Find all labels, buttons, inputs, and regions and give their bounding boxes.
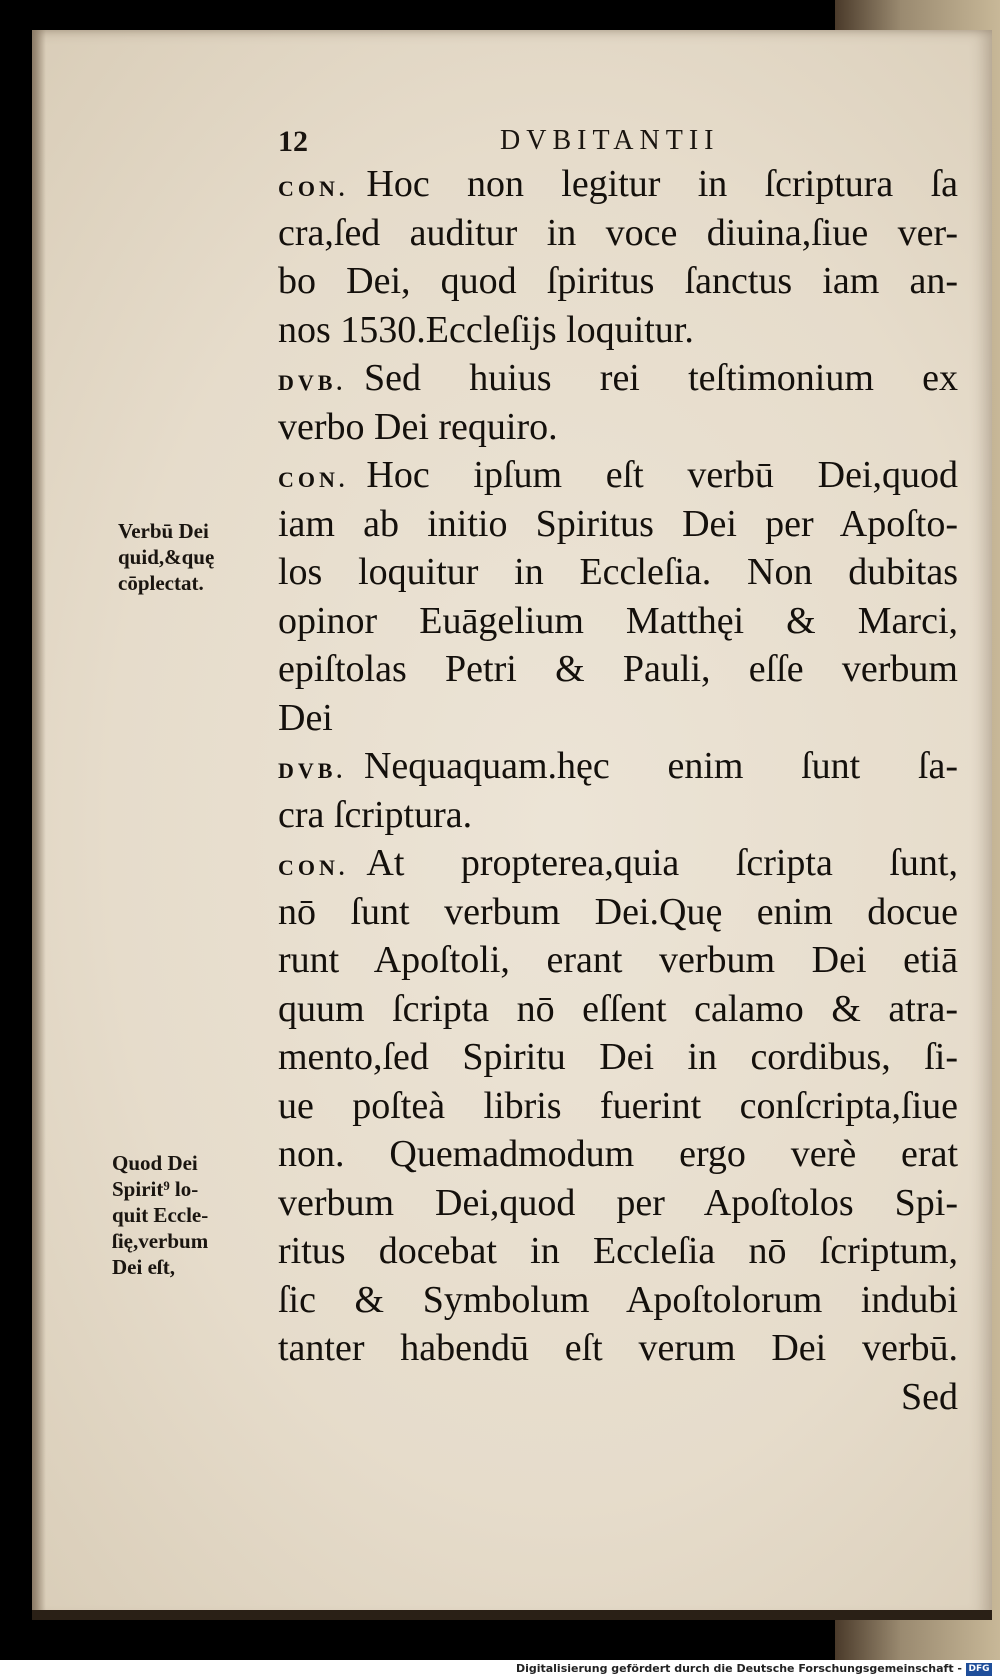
dfg-logo-icon: DFG	[966, 1663, 992, 1676]
text-line: CON. Hoc ipſum eſt verbū Dei,quod	[278, 454, 958, 496]
text-line: los loquitur in Eccleſia. Non dubitas	[278, 551, 958, 593]
margin-note-quod-dei	[112, 1150, 208, 1280]
text-line: DVB. Sed huius rei teſtimonium ex	[278, 357, 958, 399]
margin-note-line: Spirit⁹ lo-	[112, 1177, 199, 1201]
margin-note-line: quid,&quę	[118, 545, 215, 569]
margin-note-line: quit Eccle-	[112, 1203, 209, 1227]
margin-note-line: cōplectat.	[118, 571, 204, 595]
text-line: iam ab initio Spiritus Dei per Apoſto-	[278, 502, 958, 545]
running-head: DVBITANTII	[500, 125, 720, 156]
margin-note-verbum-dei	[118, 518, 214, 596]
margin-note-line: Dei eſt,	[112, 1255, 175, 1279]
text-line: non. Quemadmodum ergo verè erat	[278, 1133, 958, 1175]
text-line: ue poſteà libris fuerint conſcripta,ſiue	[278, 1084, 958, 1127]
margin-note-line: ſię,verbum	[112, 1229, 209, 1253]
text-line: Dei	[278, 696, 333, 739]
speaker-label: DVB.	[278, 758, 346, 783]
margin-note-line: Quod Dei	[112, 1151, 198, 1175]
page-number: 12	[278, 125, 308, 158]
digitization-footer	[0, 1660, 1000, 1680]
text-line: runt Apoſtoli, erant verbum Dei etiā	[278, 939, 958, 981]
funding-credit: Digitalisierung gefördert durch die Deutsche Forschungsgemeinschaft -	[515, 1662, 962, 1675]
text-line: quum ſcripta nō eſſent calamo & atra-	[278, 987, 958, 1030]
text-line: opinor Euāgelium Matthęi & Marci,	[278, 599, 958, 642]
text-line: verbum Dei,quod per Apoſtolos Spi-	[278, 1181, 958, 1224]
speaker-label: DVB.	[278, 370, 346, 395]
speaker-label: CON.	[278, 855, 349, 880]
text-line: ſic & Symbolum Apoſtolorum indubi	[278, 1278, 958, 1321]
text-line: CON. At propterea,quia ſcripta ſunt,	[278, 842, 958, 884]
text-line: CON. Hoc non legitur in ſcriptura ſa	[278, 163, 958, 205]
text-line: DVB. Nequaquam.hęc enim ſunt ſa-	[278, 745, 958, 787]
text-line: tanter habendū eſt verum Dei verbū.	[278, 1327, 958, 1369]
page-gutter-shadow	[32, 30, 46, 1620]
text-line: cra,ſed auditur in voce diuina,ſiue ver-	[278, 211, 958, 254]
page-bottom-edge	[32, 1610, 992, 1620]
text-line: ritus docebat in Eccleſia nō ſcriptum,	[278, 1230, 958, 1272]
margin-note-line: Verbū Dei	[118, 519, 209, 543]
text-line: nō ſunt verbum Dei.Quę enim docue	[278, 890, 958, 933]
text-line: bo Dei, quod ſpiritus ſanctus iam an-	[278, 260, 958, 302]
catchword: Sed	[901, 1375, 958, 1418]
text-line: cra ſcriptura.	[278, 793, 473, 836]
body-text	[278, 160, 958, 1421]
text-line: mento,ſed Spiritu Dei in cordibus, ſi-	[278, 1036, 958, 1078]
speaker-label: CON.	[278, 467, 349, 492]
speaker-label: CON.	[278, 176, 349, 201]
text-line: nos 1530.Eccleſijs loquitur.	[278, 308, 694, 351]
text-line: verbo Dei requiro.	[278, 405, 558, 448]
text-line: epiſtolas Petri & Pauli, eſſe verbum	[278, 648, 958, 690]
